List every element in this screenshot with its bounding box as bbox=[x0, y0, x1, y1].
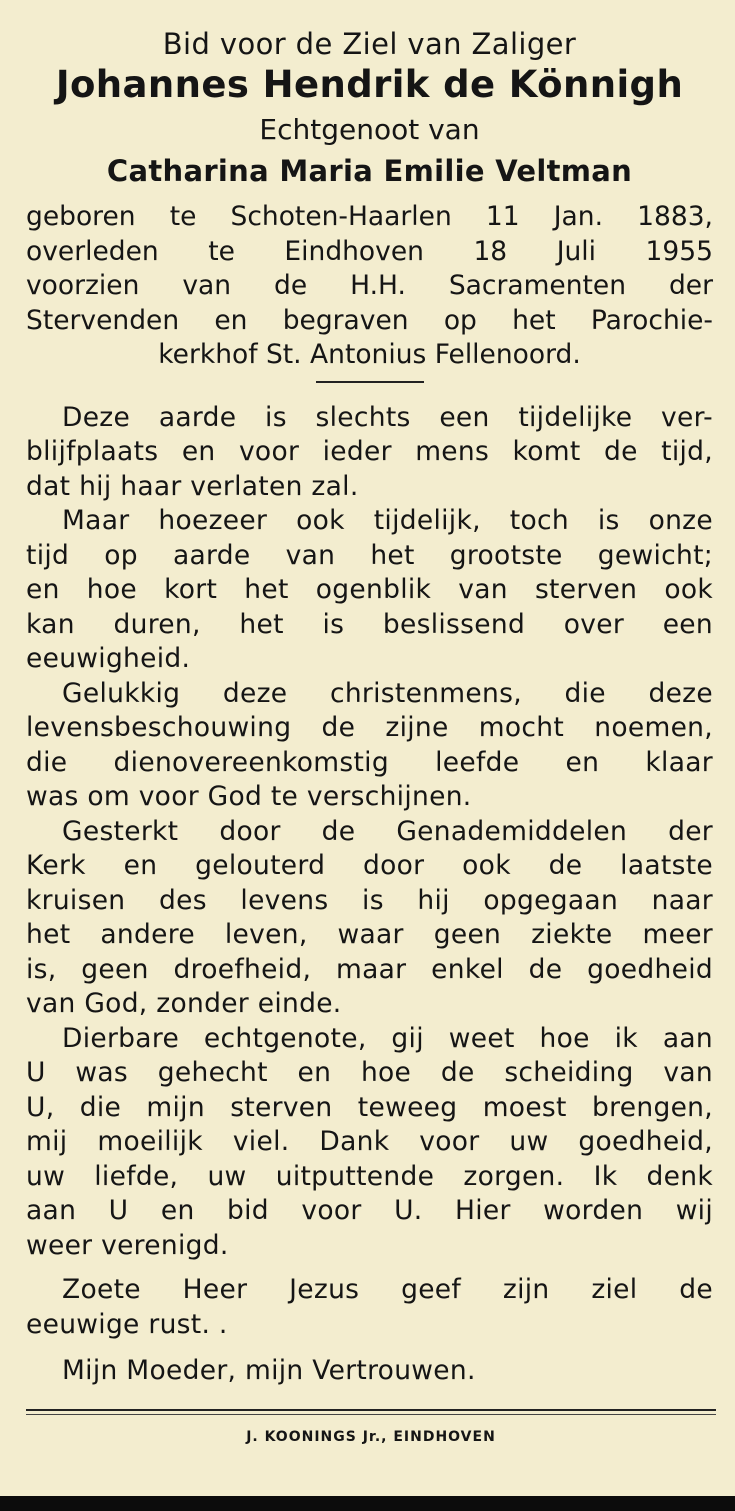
bio-line: voorzien van de H.H. Sacramenten der bbox=[26, 270, 713, 301]
bio-line: kerkhof St. Antonius Fellenoord. bbox=[158, 339, 581, 370]
meditation-line: weer verenigd. bbox=[26, 1229, 229, 1261]
scan-border bbox=[0, 1496, 735, 1511]
meditation-line: kan duren, het is beslissend over een bbox=[26, 608, 713, 640]
meditation-line: dat hij haar verlaten zal. bbox=[26, 470, 359, 502]
meditation-line: aan U en bid voor U. Hier worden wij bbox=[26, 1195, 713, 1226]
meditation-text bbox=[26, 401, 713, 1389]
meditation-line: die dienovereenkomstig leefde en klaar bbox=[26, 746, 713, 778]
intro-line: Bid voor de Ziel van Zaliger bbox=[162, 27, 577, 61]
meditation-line: U, die mijn sterven teweeg moest brengen, bbox=[26, 1091, 713, 1123]
meditation-line: Mijn Moeder, mijn Vertrouwen. bbox=[62, 1355, 476, 1386]
meditation-paragraph bbox=[26, 1022, 713, 1264]
meditation-paragraph bbox=[26, 504, 713, 677]
meditation-line: Gelukkig deze christenmens, die deze bbox=[62, 677, 713, 709]
spouse-label: Echtgenoot van bbox=[259, 113, 480, 146]
meditation-line: mij moeilijk viel. Dank voor uw goedheid, bbox=[26, 1126, 713, 1157]
meditation-line: het andere leven, waar geen ziekte meer bbox=[26, 919, 713, 950]
meditation-line: eeuwigheid. bbox=[26, 643, 191, 674]
meditation-line: U was gehecht en hoe de scheiding van bbox=[26, 1057, 713, 1088]
meditation-line: kruisen des levens is hij opgegaan naar bbox=[26, 884, 713, 916]
meditation-line: van God, zonder einde. bbox=[26, 988, 342, 1019]
meditation-line: Kerk en gelouterd door ook de laatste bbox=[26, 850, 713, 881]
divider bbox=[316, 381, 424, 383]
meditation-paragraph bbox=[26, 815, 713, 1022]
biography bbox=[26, 200, 713, 373]
meditation-line: eeuwige rust. . bbox=[26, 1308, 228, 1340]
meditation-line: Dierbare echtgenote, gij weet hoe ik aan bbox=[62, 1022, 713, 1054]
meditation-line: Deze aarde is slechts een tijdelijke ver- bbox=[62, 401, 713, 433]
meditation-paragraph bbox=[26, 1273, 713, 1342]
meditation-line: tijd op aarde van het grootste gewicht; bbox=[26, 539, 713, 571]
bio-line: overleden te Eindhoven 18 Juli 1955 bbox=[26, 235, 713, 267]
meditation-line: Zoete Heer Jezus geef zijn ziel de bbox=[62, 1274, 713, 1305]
bio-line: geboren te Schoten-Haarlen 11 Jan. 1883, bbox=[26, 201, 713, 232]
meditation-line: blijfplaats en voor ieder mens komt de tijd, bbox=[26, 436, 713, 467]
meditation-paragraph bbox=[26, 1354, 713, 1389]
meditation-line: Maar hoezeer ook tijdelijk, toch is onze bbox=[62, 505, 713, 536]
spouse-name: Catharina Maria Emilie Veltman bbox=[106, 154, 633, 188]
printer-imprint: J. KOONINGS Jr., EINDHOVEN bbox=[246, 1428, 496, 1445]
meditation-line: levensbeschouwing de zijne mocht noemen, bbox=[26, 712, 713, 743]
meditation-line: was om voor God te verschijnen. bbox=[26, 781, 472, 812]
meditation-line: Gesterkt door de Genademiddelen der bbox=[62, 815, 713, 847]
bio-line: Stervenden en begraven op het Parochie- bbox=[26, 304, 713, 336]
meditation-line: is, geen droefheid, maar enkel de goedheid bbox=[26, 953, 713, 985]
meditation-line: uw liefde, uw uitputtende zorgen. Ik denk bbox=[26, 1160, 713, 1192]
meditation-paragraph bbox=[26, 401, 713, 505]
bottom-divider-thin bbox=[26, 1414, 716, 1415]
meditation-paragraph bbox=[26, 677, 713, 815]
deceased-name: Johannes Hendrik de Könnigh bbox=[55, 63, 684, 106]
bottom-divider bbox=[26, 1409, 716, 1411]
meditation-line: en hoe kort het ogenblik van sterven ook bbox=[26, 574, 713, 605]
